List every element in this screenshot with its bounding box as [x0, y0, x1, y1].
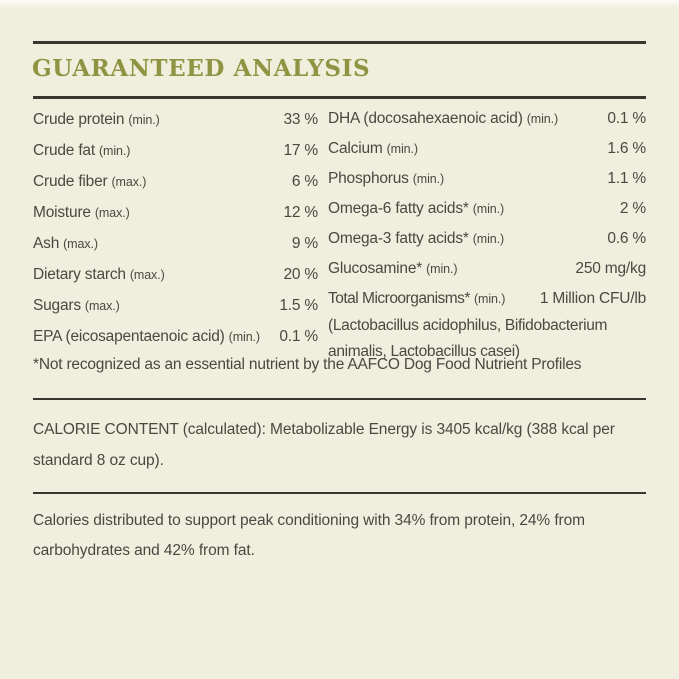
- panel-title: GUARANTEED ANALYSIS: [32, 55, 371, 82]
- nutrient-name: Glucosamine*: [328, 260, 423, 277]
- nutrient-qualifier: (max.): [111, 175, 147, 189]
- nutrient-row-epa: [33, 321, 318, 352]
- nutrient-label: [33, 228, 98, 260]
- nutrient-label: [33, 197, 130, 229]
- title-underline-rule: [33, 96, 646, 99]
- nutrient-row-dha: [328, 104, 646, 134]
- nutrient-value: 1.1 %: [607, 170, 646, 187]
- nutrient-label: [328, 224, 504, 254]
- nutrient-label: [33, 166, 146, 198]
- nutrient-qualifier: (max.): [84, 299, 120, 313]
- nutrient-label: [328, 104, 558, 134]
- nutrient-label: [33, 290, 120, 322]
- nutrient-row-glucosamine: [328, 254, 646, 284]
- nutrient-name: Omega-3 fatty acids*: [328, 230, 469, 247]
- nutrient-label: [33, 104, 160, 136]
- nutrient-qualifier: (min.): [128, 113, 160, 127]
- nutrient-row-crude-protein: [33, 104, 318, 135]
- nutrient-name: Sugars: [33, 297, 81, 314]
- nutrient-name: Moisture: [33, 204, 91, 221]
- nutrient-qualifier: (min.): [472, 202, 505, 216]
- nutrient-row-dietary-starch: [33, 259, 318, 290]
- nutrient-qualifier: (min.): [426, 262, 458, 276]
- nutrient-row-crude-fat: [33, 135, 318, 166]
- nutrient-row-crude-fiber: [33, 166, 318, 197]
- divider-rule-above-calorie-distribution: [33, 492, 646, 494]
- nutrient-row-calcium: [328, 134, 646, 164]
- nutrient-value: 17 %: [283, 142, 318, 159]
- nutrient-row-phosphorus: [328, 164, 646, 194]
- nutrient-value: 6 %: [291, 173, 318, 190]
- nutrient-name: Ash: [33, 235, 60, 252]
- analysis-right-column: [328, 104, 646, 365]
- nutrient-name: Calcium: [328, 140, 383, 157]
- nutrient-value: 9 %: [291, 235, 318, 252]
- nutrient-qualifier: (max.): [129, 268, 165, 282]
- nutrient-qualifier: (min.): [472, 232, 505, 246]
- calorie-content-statement: CALORIE CONTENT (calculated): Metabolizable Energy is 3405 kcal/kg (388 kcal per standard 8 oz cup).: [33, 421, 615, 469]
- nutrient-name: Crude protein: [33, 111, 125, 128]
- top-rule: [33, 41, 646, 44]
- nutrient-qualifier: (min.): [526, 112, 559, 126]
- divider-rule-above-calorie-content: [33, 398, 646, 400]
- nutrient-row-total-microorganisms: [328, 284, 646, 314]
- nutrient-qualifier: (min.): [412, 172, 445, 186]
- nutrient-qualifier: (min.): [228, 330, 260, 344]
- nutrient-label: [33, 259, 165, 291]
- nutrient-name: Phosphorus: [328, 170, 409, 187]
- analysis-left-column: [33, 104, 318, 365]
- nutrient-value: 12 %: [283, 204, 318, 221]
- nutrient-label: [33, 135, 130, 167]
- nutrient-value: 20 %: [283, 266, 318, 283]
- nutrient-value: 1 Million CFU/lb: [539, 290, 646, 307]
- nutrient-qualifier: (min.): [98, 144, 131, 158]
- nutrient-value: 1.6 %: [607, 140, 646, 157]
- nutrient-row-omega-6: [328, 194, 646, 224]
- nutrient-name: Dietary starch: [33, 266, 126, 283]
- calorie-distribution-statement: Calories distributed to support peak conditioning with 34% from protein, 24% from carbohydrates and 42% from fat.: [33, 512, 585, 559]
- nutrient-label: [328, 284, 505, 314]
- nutrient-value: 33 %: [283, 111, 318, 128]
- nutrient-value: 0.1 %: [279, 328, 318, 345]
- nutrient-qualifier: (min.): [386, 142, 418, 156]
- aafco-footnote: *Not recognized as an essential nutrient by the AAFCO Dog Food Nutrient Profiles: [33, 356, 582, 373]
- nutrient-value: 1.5 %: [279, 297, 318, 314]
- nutrient-row-ash: [33, 228, 318, 259]
- nutrient-row-sugars: [33, 290, 318, 321]
- nutrient-qualifier: (min.): [473, 292, 506, 306]
- nutrient-name: DHA (docosahexaenoic acid): [328, 110, 523, 127]
- analysis-table: [33, 104, 646, 365]
- nutrient-name: Total Microorganisms*: [328, 290, 470, 307]
- nutrient-value: 250 mg/kg: [575, 260, 646, 277]
- nutrient-value: 2 %: [619, 200, 646, 217]
- nutrient-name: EPA (eicosapentaenoic acid): [33, 328, 225, 345]
- nutrient-name: Omega-6 fatty acids*: [328, 200, 469, 217]
- nutrient-value: 0.1 %: [607, 110, 646, 127]
- nutrient-label: [328, 164, 444, 194]
- nutrient-qualifier: (max.): [94, 206, 130, 220]
- nutrient-qualifier: (max.): [63, 237, 98, 251]
- nutrient-row-omega-3: [328, 224, 646, 254]
- nutrient-value: 0.6 %: [607, 230, 646, 247]
- nutrient-label: [328, 194, 504, 224]
- nutrient-row-moisture: [33, 197, 318, 228]
- total-microorganisms-species-list: (Lactobacillus acidophilus, Bifidobacterium animalis, Lactobacillus casei): [328, 317, 608, 360]
- nutrient-name: Crude fiber: [33, 173, 108, 190]
- nutrient-label: [328, 254, 457, 284]
- nutrient-name: Crude fat: [33, 142, 95, 159]
- top-edge-highlight: [0, 0, 679, 9]
- nutrient-label: [328, 134, 418, 164]
